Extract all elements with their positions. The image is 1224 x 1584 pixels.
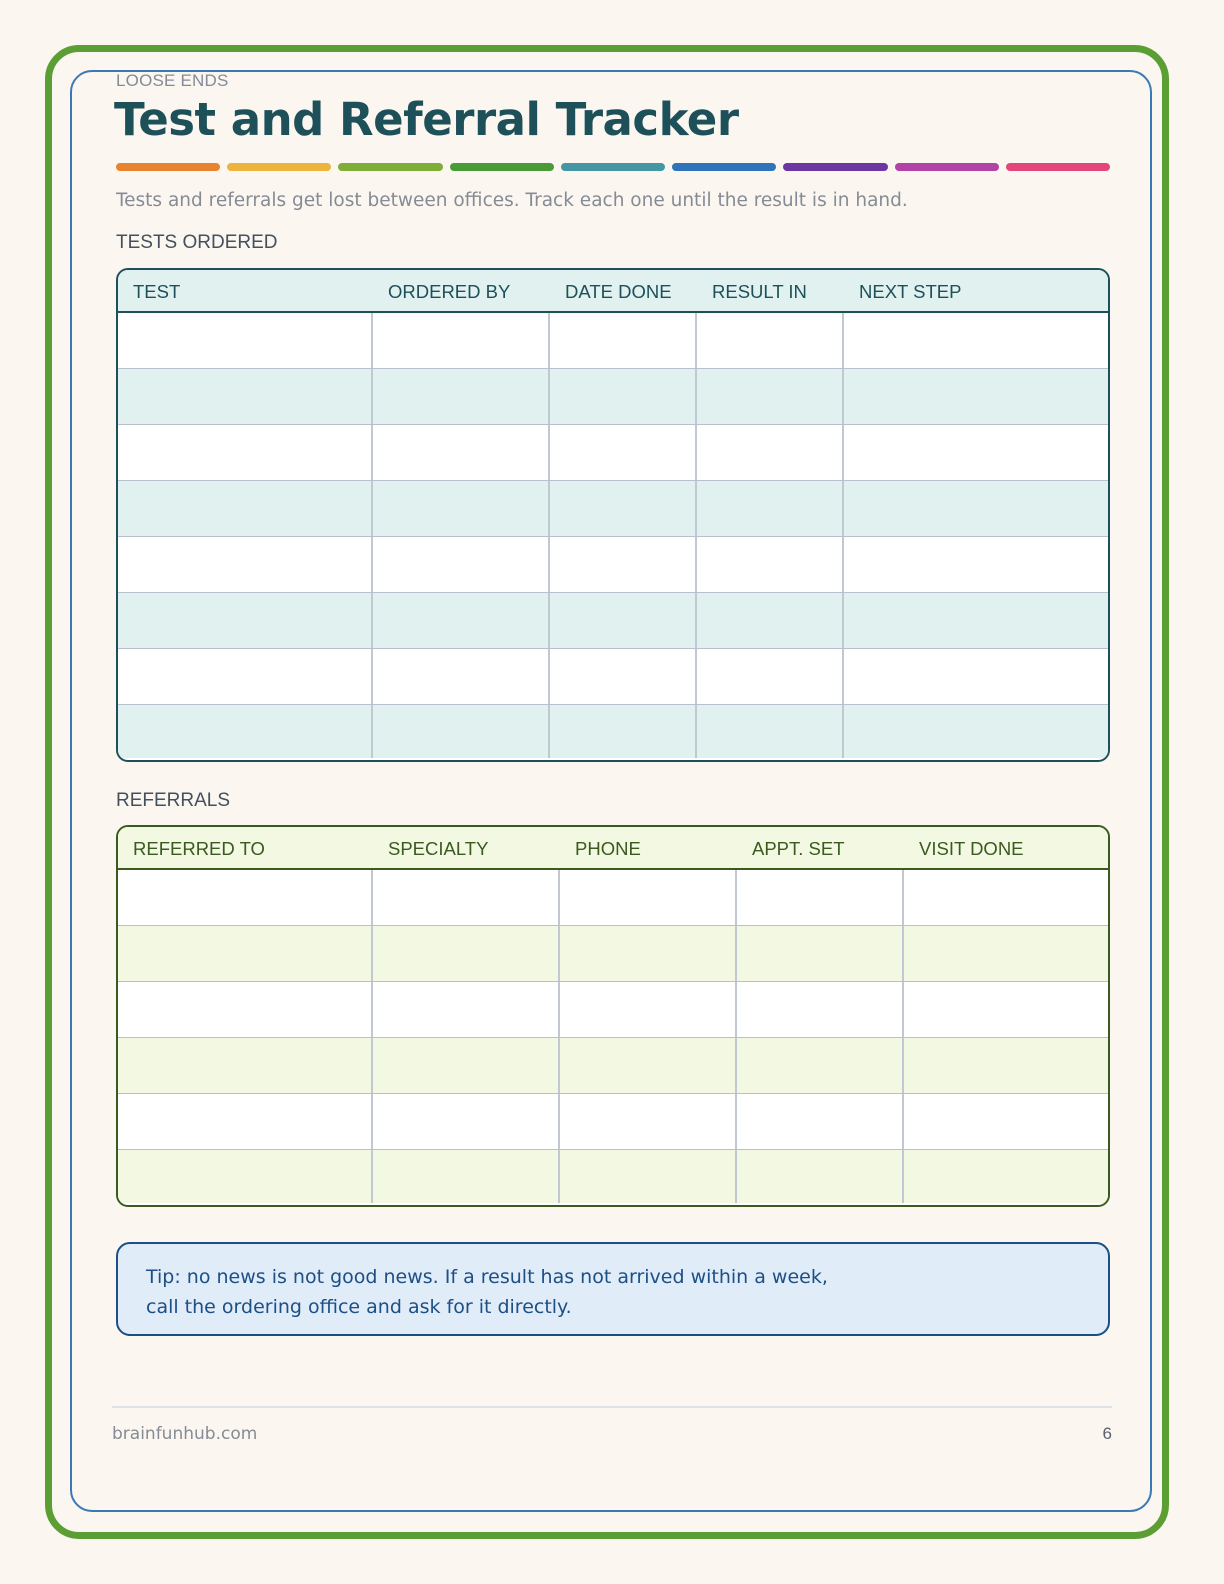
divider-stripe [227,163,331,171]
tests-table-cell[interactable] [844,705,1108,758]
referrals-table-cell[interactable] [737,870,904,925]
divider-stripe [116,163,220,171]
tests-table-cell[interactable] [118,425,373,480]
referrals-table-cell[interactable] [373,982,560,1037]
tests-table-cell[interactable] [550,425,697,480]
referrals-table-cell[interactable] [904,982,1108,1037]
footer-page-number: 6 [1102,1424,1112,1443]
referrals-table-cell[interactable] [904,926,1108,981]
referrals-table-cell[interactable] [560,926,737,981]
column-header-appt-set: APPT. SET [752,838,845,859]
tests-table-cell[interactable] [550,593,697,648]
column-header-visit-done: VISIT DONE [919,838,1024,859]
tests-table-cell[interactable] [118,705,373,758]
tests-table-cell[interactable] [697,369,844,424]
referrals-table-row [118,1150,1108,1203]
referrals-section-label: REFERRALS [116,790,231,811]
referrals-table-cell[interactable] [118,1150,373,1203]
page-title: Test and Referral Tracker [114,93,739,146]
tests-table-cell[interactable] [844,593,1108,648]
referrals-table-row [118,1094,1108,1150]
tests-table-cell[interactable] [550,313,697,368]
footer-divider [112,1406,1112,1408]
tests-table-cell[interactable] [697,425,844,480]
referrals-table-cell[interactable] [118,1094,373,1149]
tests-table-cell[interactable] [373,705,550,758]
tests-table-cell[interactable] [118,593,373,648]
rainbow-divider [116,163,1110,171]
tests-table-cell[interactable] [550,537,697,592]
referrals-table-cell[interactable] [373,1038,560,1093]
tests-table-row [118,593,1108,649]
tip-box [116,1242,1110,1336]
tests-table-cell[interactable] [844,313,1108,368]
column-header-ordered-by: ORDERED BY [388,281,511,302]
tip-line-1: Tip: no news is not good news. If a result has not arrived within a week, [146,1266,828,1288]
column-header-test: TEST [133,281,181,302]
tests-table-cell[interactable] [697,593,844,648]
referrals-table-row [118,1038,1108,1094]
tests-table-cell[interactable] [697,313,844,368]
tests-table-row [118,425,1108,481]
referrals-table-cell[interactable] [118,1038,373,1093]
referrals-table-cell[interactable] [118,870,373,925]
divider-stripe [450,163,554,171]
tests-table-cell[interactable] [697,537,844,592]
tests-table-cell[interactable] [373,425,550,480]
tests-table-row [118,313,1108,369]
tests-table-row [118,537,1108,593]
tests-table-cell[interactable] [373,593,550,648]
referrals-table-cell[interactable] [118,926,373,981]
tests-table-cell[interactable] [550,705,697,758]
tests-table-cell[interactable] [844,369,1108,424]
referrals-table-cell[interactable] [737,1094,904,1149]
referrals-table-cell[interactable] [373,1094,560,1149]
referrals-table-cell[interactable] [560,982,737,1037]
tests-table-cell[interactable] [550,481,697,536]
tests-table-cell[interactable] [697,481,844,536]
referrals-table-cell[interactable] [560,1038,737,1093]
tests-table-cell[interactable] [373,313,550,368]
tests-table-cell[interactable] [697,705,844,758]
referrals-table-body [118,870,1108,1203]
page-subtitle: Tests and referrals get lost between offices. Track each one until the result is in hand. [116,190,908,211]
tests-table-cell[interactable] [373,369,550,424]
tests-table-cell[interactable] [373,649,550,704]
referrals-table-cell[interactable] [373,926,560,981]
tests-section-label: TESTS ORDERED [116,232,278,253]
tests-table-cell[interactable] [844,537,1108,592]
tests-table-cell[interactable] [550,649,697,704]
tip-line-2: call the ordering office and ask for it directly. [146,1296,572,1318]
column-header-next-step: NEXT STEP [859,281,962,302]
divider-stripe [783,163,887,171]
referrals-table-header [118,827,1108,870]
referrals-table-row [118,870,1108,926]
referrals-table-cell[interactable] [904,1150,1108,1203]
column-header-phone: PHONE [575,838,641,859]
divider-stripe [561,163,665,171]
referrals-table [116,825,1110,1207]
tests-table-row [118,649,1108,705]
tests-table-cell[interactable] [373,481,550,536]
referrals-table-cell[interactable] [737,982,904,1037]
tests-table-body [118,313,1108,758]
divider-stripe [338,163,442,171]
column-header-referred-to: REFERRED TO [133,838,265,859]
column-header-result-in: RESULT IN [712,281,807,302]
tests-table-cell[interactable] [697,649,844,704]
referrals-table-cell[interactable] [560,1094,737,1149]
referrals-table-cell[interactable] [737,1150,904,1203]
referrals-table-row [118,926,1108,982]
referrals-table-cell[interactable] [373,870,560,925]
tests-table-cell[interactable] [118,369,373,424]
divider-stripe [672,163,776,171]
referrals-table-cell[interactable] [373,1150,560,1203]
referrals-table-cell[interactable] [560,870,737,925]
tests-table-cell[interactable] [844,649,1108,704]
section-eyebrow: LOOSE ENDS [116,71,229,90]
referrals-table-cell[interactable] [118,982,373,1037]
referrals-table-cell[interactable] [904,870,1108,925]
tests-table-row [118,705,1108,758]
column-header-date-done: DATE DONE [565,281,672,302]
footer-site-name: brainfunhub.com [112,1424,258,1444]
tests-table-cell[interactable] [118,649,373,704]
referrals-table-cell[interactable] [737,926,904,981]
tests-table-row [118,369,1108,425]
divider-stripe [1006,163,1110,171]
column-header-specialty: SPECIALTY [388,838,489,859]
tests-table-cell[interactable] [118,313,373,368]
referrals-table-cell[interactable] [737,1038,904,1093]
tests-table-cell[interactable] [118,537,373,592]
divider-stripe [895,163,999,171]
tests-table-row [118,481,1108,537]
tests-table-cell[interactable] [373,537,550,592]
tests-table-cell[interactable] [550,369,697,424]
tests-table-header [118,270,1108,313]
tests-table-cell[interactable] [844,425,1108,480]
referrals-table-row [118,982,1108,1038]
tests-table-cell[interactable] [118,481,373,536]
tests-table-cell[interactable] [844,481,1108,536]
referrals-table-cell[interactable] [560,1150,737,1203]
tests-ordered-table [116,268,1110,762]
referrals-table-cell[interactable] [904,1038,1108,1093]
referrals-table-cell[interactable] [904,1094,1108,1149]
